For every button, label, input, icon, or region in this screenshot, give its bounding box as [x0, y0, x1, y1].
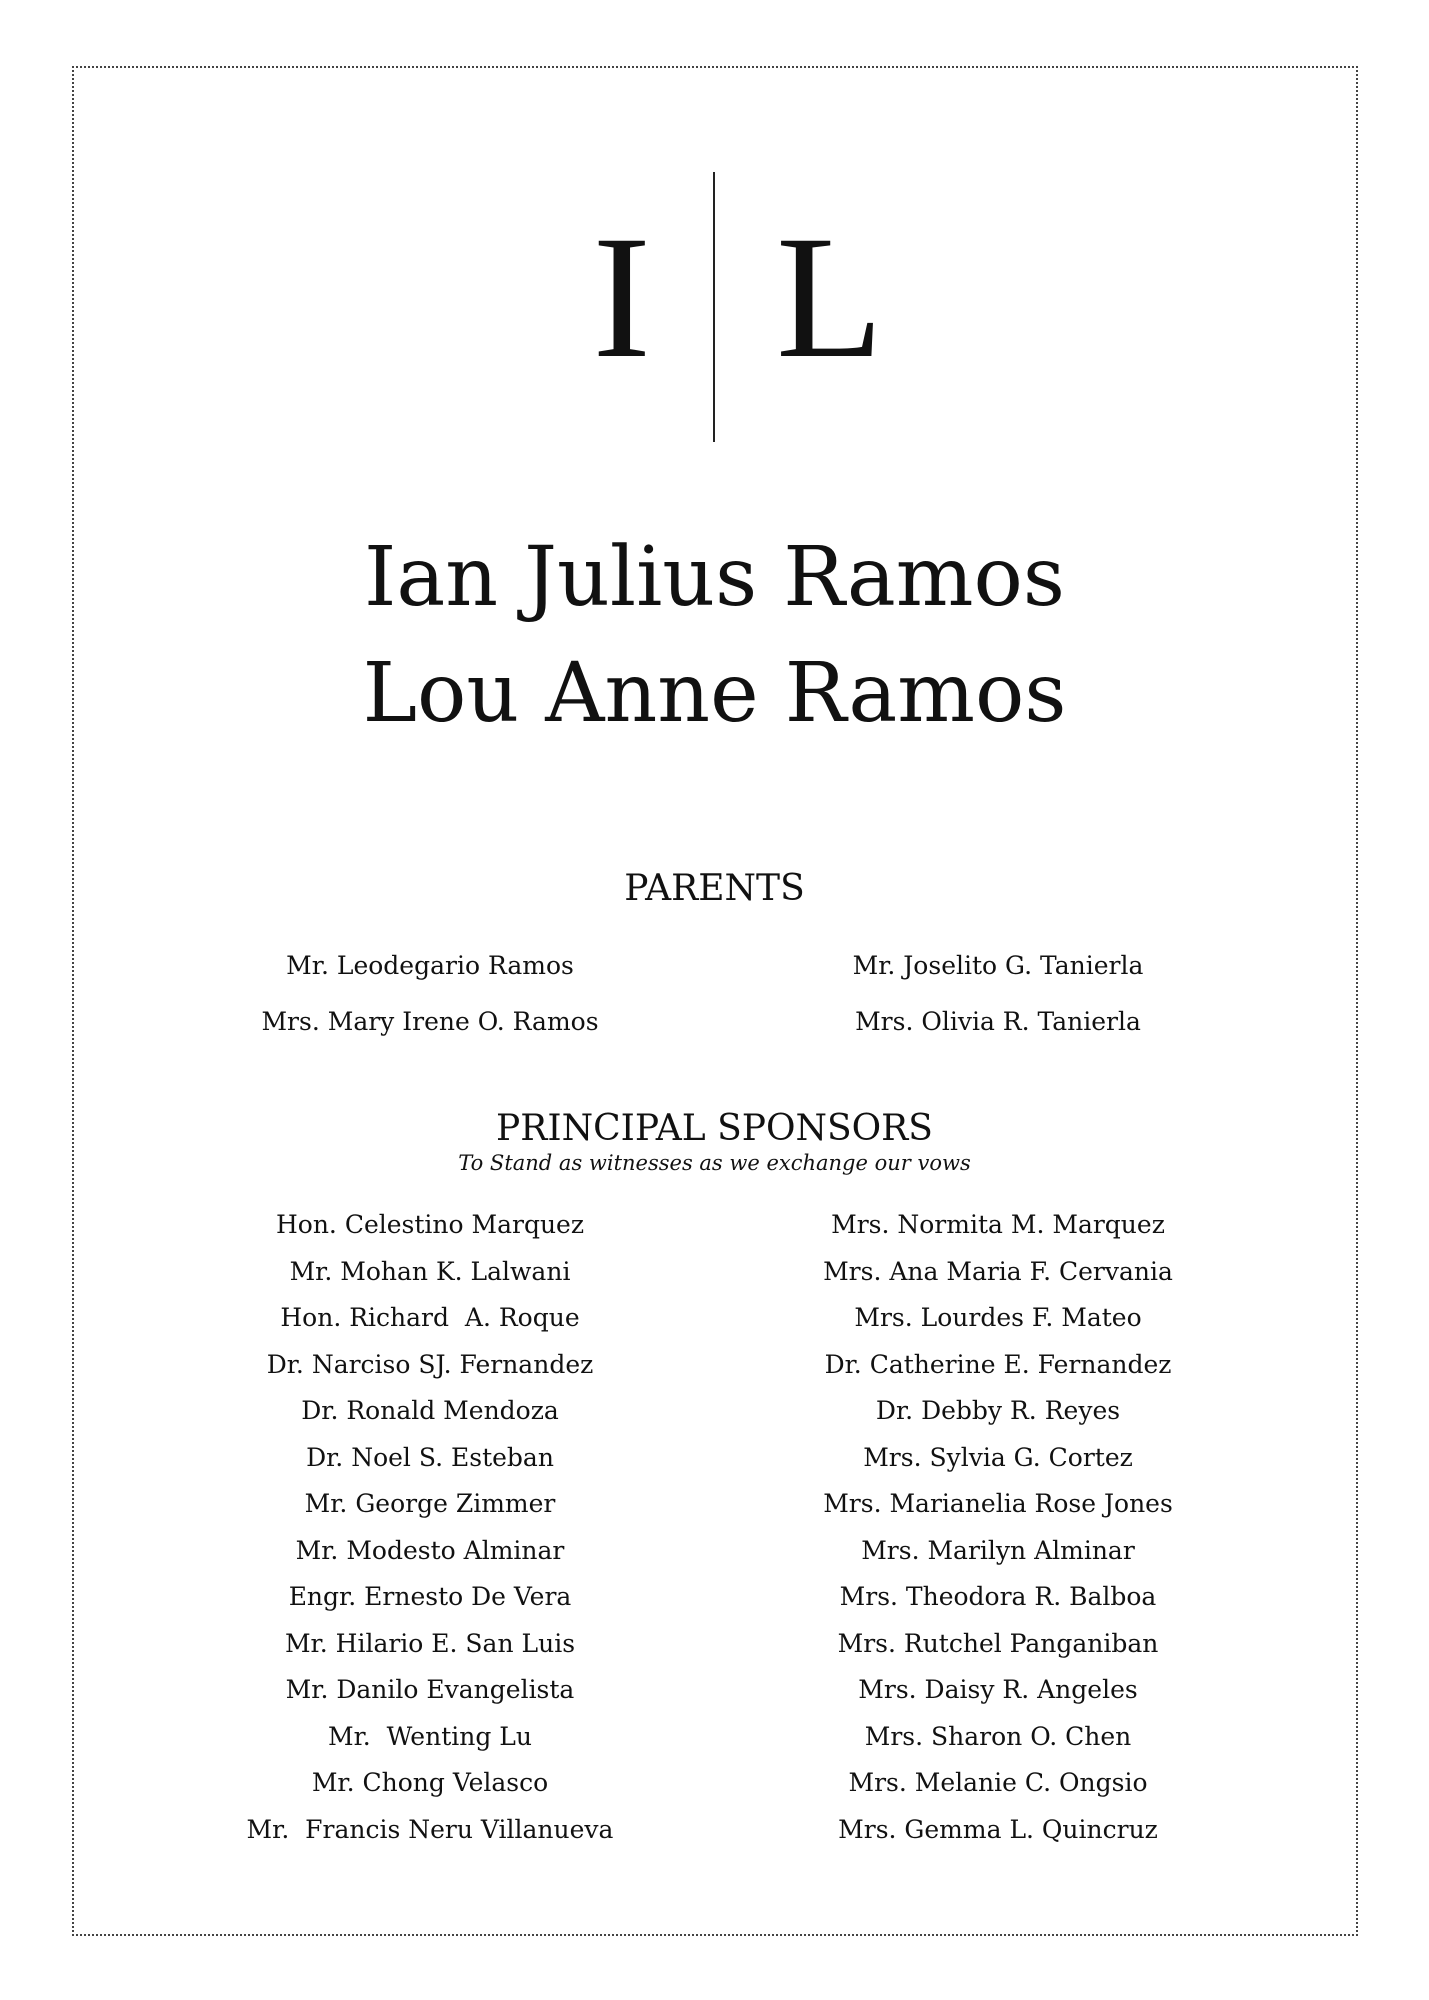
list-item: Hon. Celestino Marquez: [275, 1210, 585, 1239]
list-item: Mr. Chong Velasco: [311, 1768, 549, 1797]
list-item: Mr. Mohan K. Lalwani: [289, 1256, 571, 1286]
couple-names: [0, 520, 1429, 752]
list-item: Mrs. Melanie C. Ongsio: [848, 1768, 1148, 1797]
list-item: Engr. Ernesto De Vera: [288, 1582, 572, 1611]
sponsors-left-column: [150, 1202, 710, 1853]
list-item: Mr. Wenting Lu: [328, 1721, 532, 1751]
list-item: Mrs. Theodora R. Balboa: [839, 1582, 1157, 1611]
list-item: Mrs. Normita M. Marquez: [831, 1210, 1165, 1239]
list-item: Mr. Francis Neru Villanueva: [246, 1814, 614, 1844]
list-item: Dr. Ronald Mendoza: [301, 1396, 559, 1425]
sponsors-right-column: [718, 1202, 1278, 1853]
list-item: Mrs. Marilyn Alminar: [861, 1535, 1135, 1565]
list-item: Mrs. Daisy R. Angeles: [858, 1675, 1138, 1704]
sponsors-title: PRINCIPAL SPONSORS: [496, 1108, 933, 1149]
monogram-initial-right: L: [776, 200, 884, 395]
list-item: Hon. Richard A. Roque: [280, 1303, 580, 1332]
list-item: Mrs. Marianelia Rose Jones: [823, 1489, 1173, 1518]
list-item: Dr. Noel S. Esteban: [306, 1442, 554, 1472]
list-item: Mrs. Rutchel Panganiban: [837, 1628, 1159, 1658]
list-item: Dr. Catherine E. Fernandez: [824, 1349, 1172, 1379]
list-item: Mrs. Lourdes F. Mateo: [854, 1303, 1142, 1332]
list-item: Dr. Debby R. Reyes: [875, 1396, 1121, 1425]
list-item: Mr. Danilo Evangelista: [285, 1675, 575, 1704]
list-item: Mr. Leodegario Ramos: [286, 951, 574, 980]
list-item: Mrs. Olivia R. Tanierla: [855, 1007, 1141, 1036]
list-item: Mr. George Zimmer: [304, 1489, 556, 1518]
parents-right-column: [718, 938, 1278, 1050]
list-item: Mr. Hilario E. San Luis: [284, 1628, 576, 1658]
list-item: Mrs. Sylvia G. Cortez: [863, 1442, 1133, 1472]
list-item: Dr. Narciso SJ. Fernandez: [266, 1349, 594, 1379]
list-item: Mr. Joselito G. Tanierla: [852, 951, 1144, 980]
monogram-initial-left: I: [592, 200, 651, 395]
list-item: Mrs. Gemma L. Quincruz: [838, 1814, 1158, 1844]
list-item: Mrs. Sharon O. Chen: [864, 1721, 1132, 1751]
sponsors-subtitle: To Stand as witnesses as we exchange our vows: [458, 1151, 971, 1175]
list-item: Mr. Modesto Alminar: [295, 1535, 565, 1565]
list-item: Mrs. Mary Irene O. Ramos: [261, 1007, 599, 1036]
list-item: Mrs. Ana Maria F. Cervania: [823, 1256, 1173, 1286]
monogram-divider: [713, 172, 715, 442]
parents-left-column: [150, 938, 710, 1050]
parents-title: PARENTS: [624, 868, 805, 909]
monogram: [0, 172, 1429, 442]
bride-name: Lou Anne Ramos: [362, 646, 1067, 741]
groom-name: Ian Julius Ramos: [364, 530, 1065, 625]
